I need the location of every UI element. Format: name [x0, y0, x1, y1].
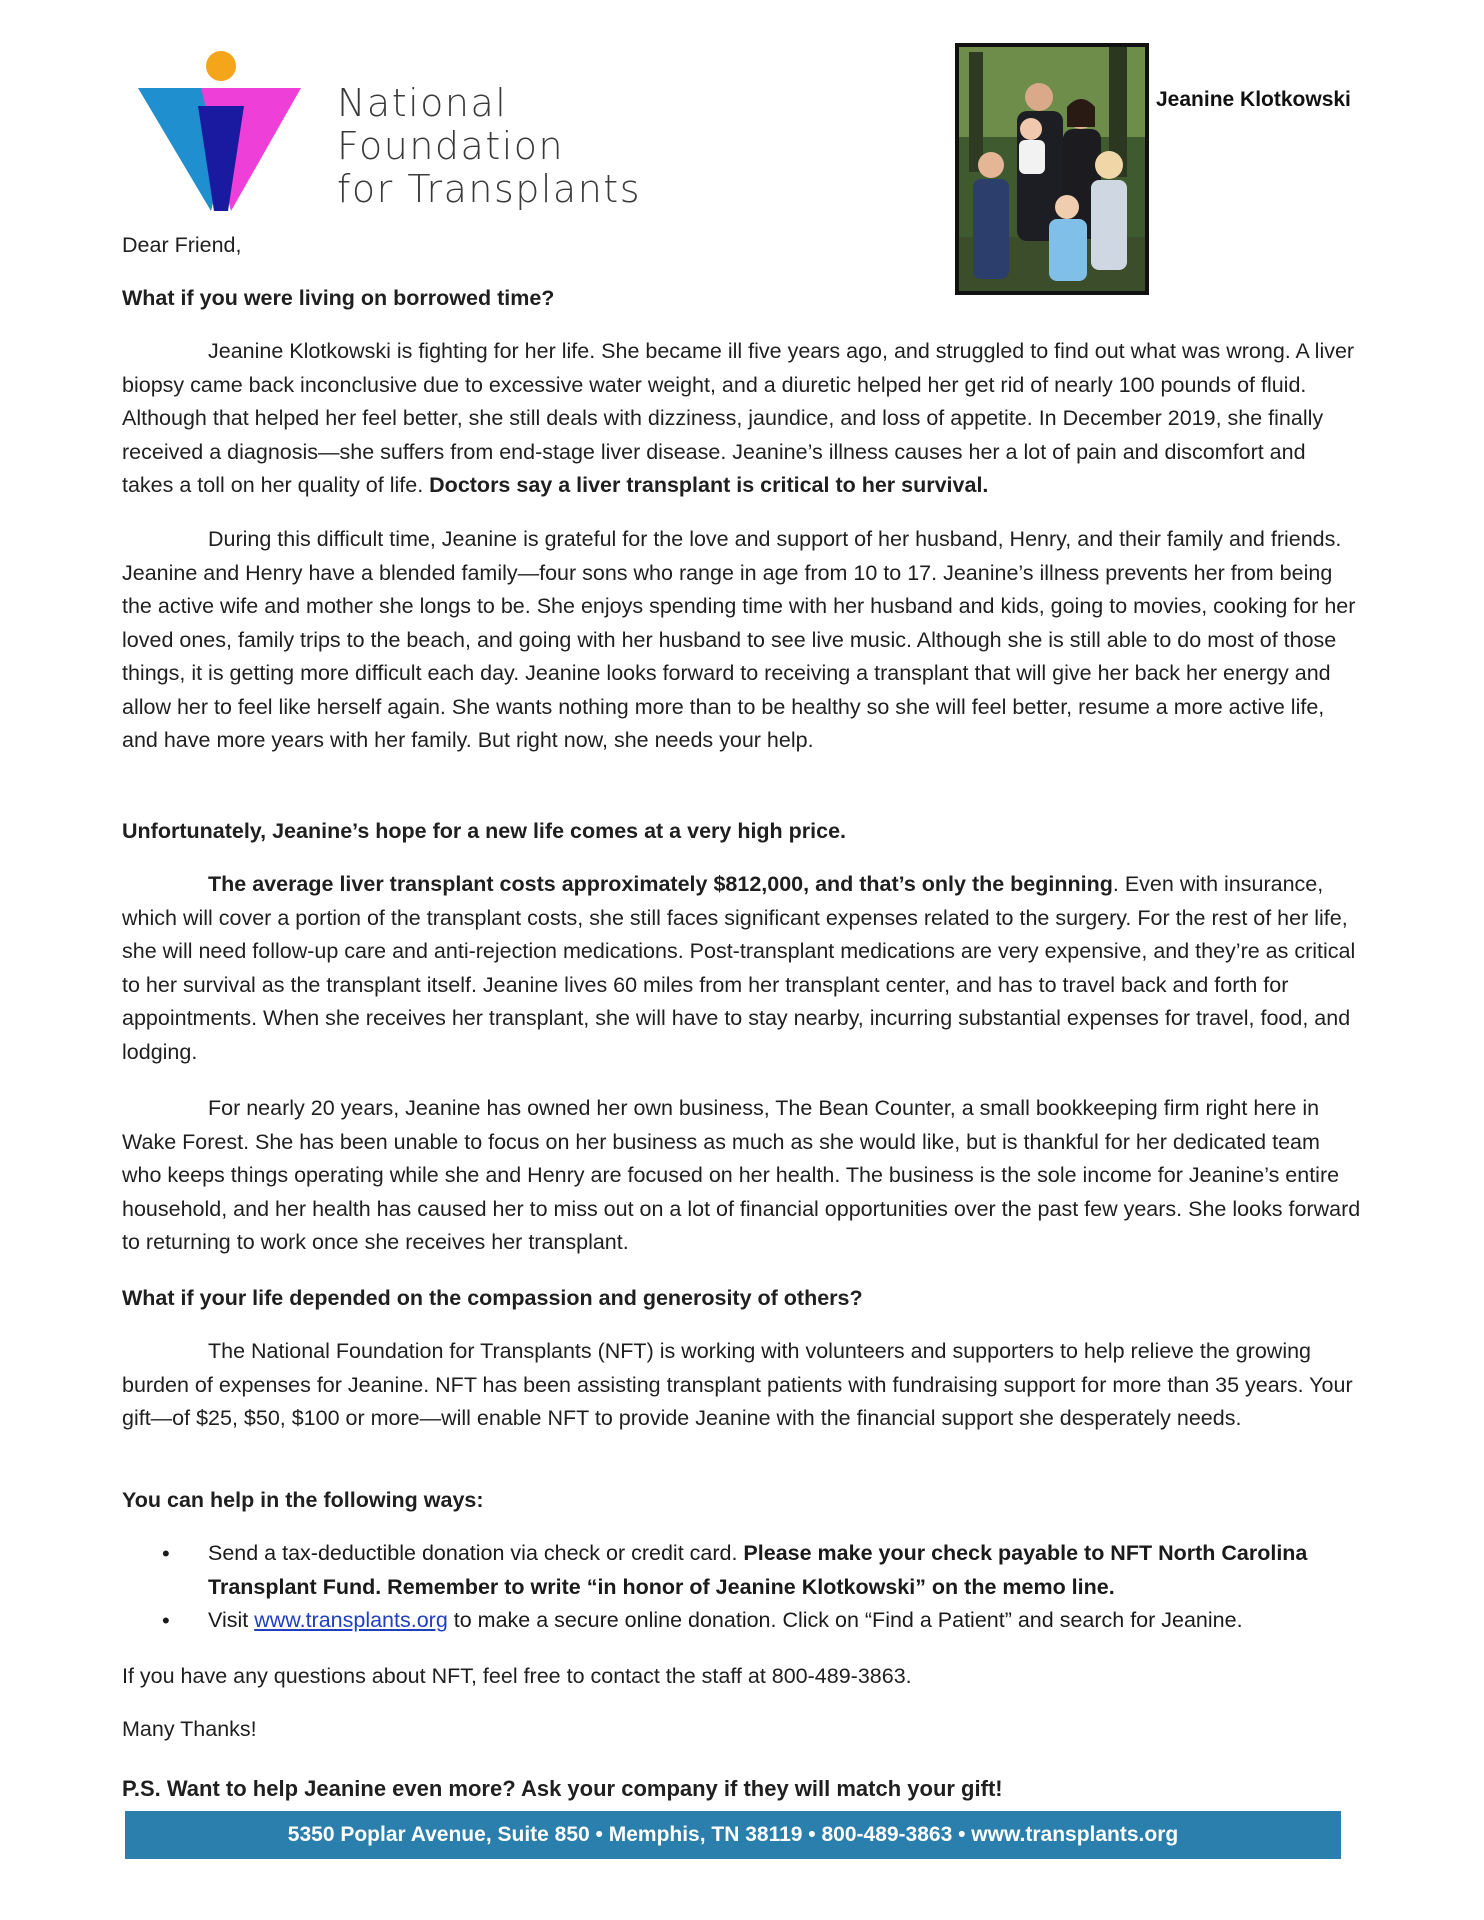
- heading-borrowed-time: What if you were living on borrowed time?: [122, 286, 555, 310]
- paragraph-2-text: During this difficult time, Jeanine is grateful for the love and support of her husband, Henry, and their family and friends. Jeanine and Henry have a blended family—four sons who range in age from 10 to 17. Jeanine’s illness prevents her from being the active wife and mother she longs to be. She enjoys spending time with her husband and kids, going to movies, cooking for her loved ones, family trips to the beach, and going with her husband to see live music. Although she is still able to do most of those things, it is getting more difficult each day. Jeanine looks forward to receiving a transplant that will give her back her energy and allow her to feel like herself again. She wants nothing more than to be healthy so she will feel better, resume a more active life, and have more years with her family. But right now, she needs your help.: [122, 527, 1356, 752]
- paragraph-5-text: The National Foundation for Transplants (NFT) is working with volunteers and supporters to help relieve the growing burden of expenses for Jeanine. NFT has been assisting transplant patients with fundraising support for more than 35 years. Your gift—of $25, $50, $100 or more—will enable NFT to provide Jeanine with the financial support she desperately needs.: [122, 1339, 1353, 1430]
- org-name-line2: Foundation: [337, 124, 565, 168]
- paragraph-4-text: For nearly 20 years, Jeanine has owned her own business, The Bean Counter, a small bookkeeping firm right here in Wake Forest. She has been unable to focus on her business as much as she would like, but is thankful for her dedicated team who keeps things operating while she and Henry are focused on her health. The business is the sole income for Jeanine’s entire household, and her health has caused her to miss out on a lot of financial opportunities over the past few years. She looks forward to returning to work once she receives her transplant.: [122, 1096, 1361, 1254]
- paragraph-2: [122, 523, 1362, 758]
- paragraph-3-text: . Even with insurance, which will cover a portion of the transplant costs, she still faces significant expenses related to the surgery. For the rest of her life, she will need follow-up care and anti-rejection medications. Post-transplant medications are very expensive, and they’re as critical to her survival as the transplant itself. Jeanine lives 60 miles from her transplant center, and has to travel back and forth for appointments. When she receives her transplant, she will have to stay nearby, incurring substantial expenses for travel, food, and lodging.: [122, 872, 1356, 1064]
- bullet-2-prefix: Visit: [208, 1608, 255, 1632]
- questions-line: If you have any questions about NFT, feel free to contact the staff at 800-489-3863.: [122, 1664, 912, 1688]
- list-item: [122, 1604, 1362, 1638]
- bullet-1-text: Send a tax-deductible donation via check or credit card.: [208, 1541, 744, 1565]
- photo-caption: Jeanine Klotkowski: [1156, 88, 1351, 111]
- paragraph-5: [122, 1335, 1362, 1436]
- heading-compassion: What if your life depended on the compassion and generosity of others?: [122, 1286, 863, 1310]
- footer-address-bar: 5350 Poplar Avenue, Suite 850 • Memphis, TN 38119 • 800-489-3863 • www.transplants.org: [125, 1811, 1341, 1859]
- bullet-icon: •: [162, 1608, 170, 1633]
- paragraph-3: [122, 868, 1362, 1069]
- paragraph-1-bold: Doctors say a liver transplant is critical to her survival.: [429, 473, 989, 497]
- nft-logo: [136, 46, 306, 216]
- bullet-1-bold: Please make your check payable to NFT North Carolina Transplant Fund. Remember to write “in honor of Jeanine Klotkowski” on the memo line.: [208, 1541, 1308, 1599]
- paragraph-1: [122, 335, 1362, 503]
- closing-line: Many Thanks!: [122, 1717, 257, 1741]
- salutation: Dear Friend,: [122, 233, 242, 257]
- list-item: [122, 1537, 1362, 1604]
- help-list: [122, 1537, 1362, 1638]
- org-name-line3: for Transplants: [337, 167, 641, 211]
- ps-line: P.S. Want to help Jeanine even more? Ask your company if they will match your gift!: [122, 1776, 1003, 1801]
- bullet-icon: •: [162, 1541, 170, 1566]
- paragraph-1-text: Jeanine Klotkowski is fighting for her life. She became ill five years ago, and struggled to find out what was wrong. A liver biopsy came back inconclusive due to excessive water weight, and a diuretic helped her get rid of nearly 100 pounds of fluid. Although that helped her feel better, she still deals with dizziness, jaundice, and loss of appetite. In December 2019, she finally received a diagnosis—she suffers from end-stage liver disease. Jeanine’s illness causes her a lot of pain and discomfort and takes a toll on her quality of life.: [122, 339, 1355, 497]
- org-name: [337, 82, 641, 211]
- paragraph-4: [122, 1092, 1362, 1260]
- org-name-line1: National: [337, 81, 508, 125]
- heading-help-ways: You can help in the following ways:: [122, 1488, 484, 1512]
- bullet-2-suffix: to make a secure online donation. Click on “Find a Patient” and search for Jeanine.: [447, 1608, 1243, 1632]
- heading-high-price: Unfortunately, Jeanine’s hope for a new life comes at a very high price.: [122, 819, 847, 843]
- transplants-link[interactable]: www.transplants.org: [254, 1608, 448, 1632]
- paragraph-3-bold: The average liver transplant costs approximately $812,000, and that’s only the beginning: [208, 872, 1113, 896]
